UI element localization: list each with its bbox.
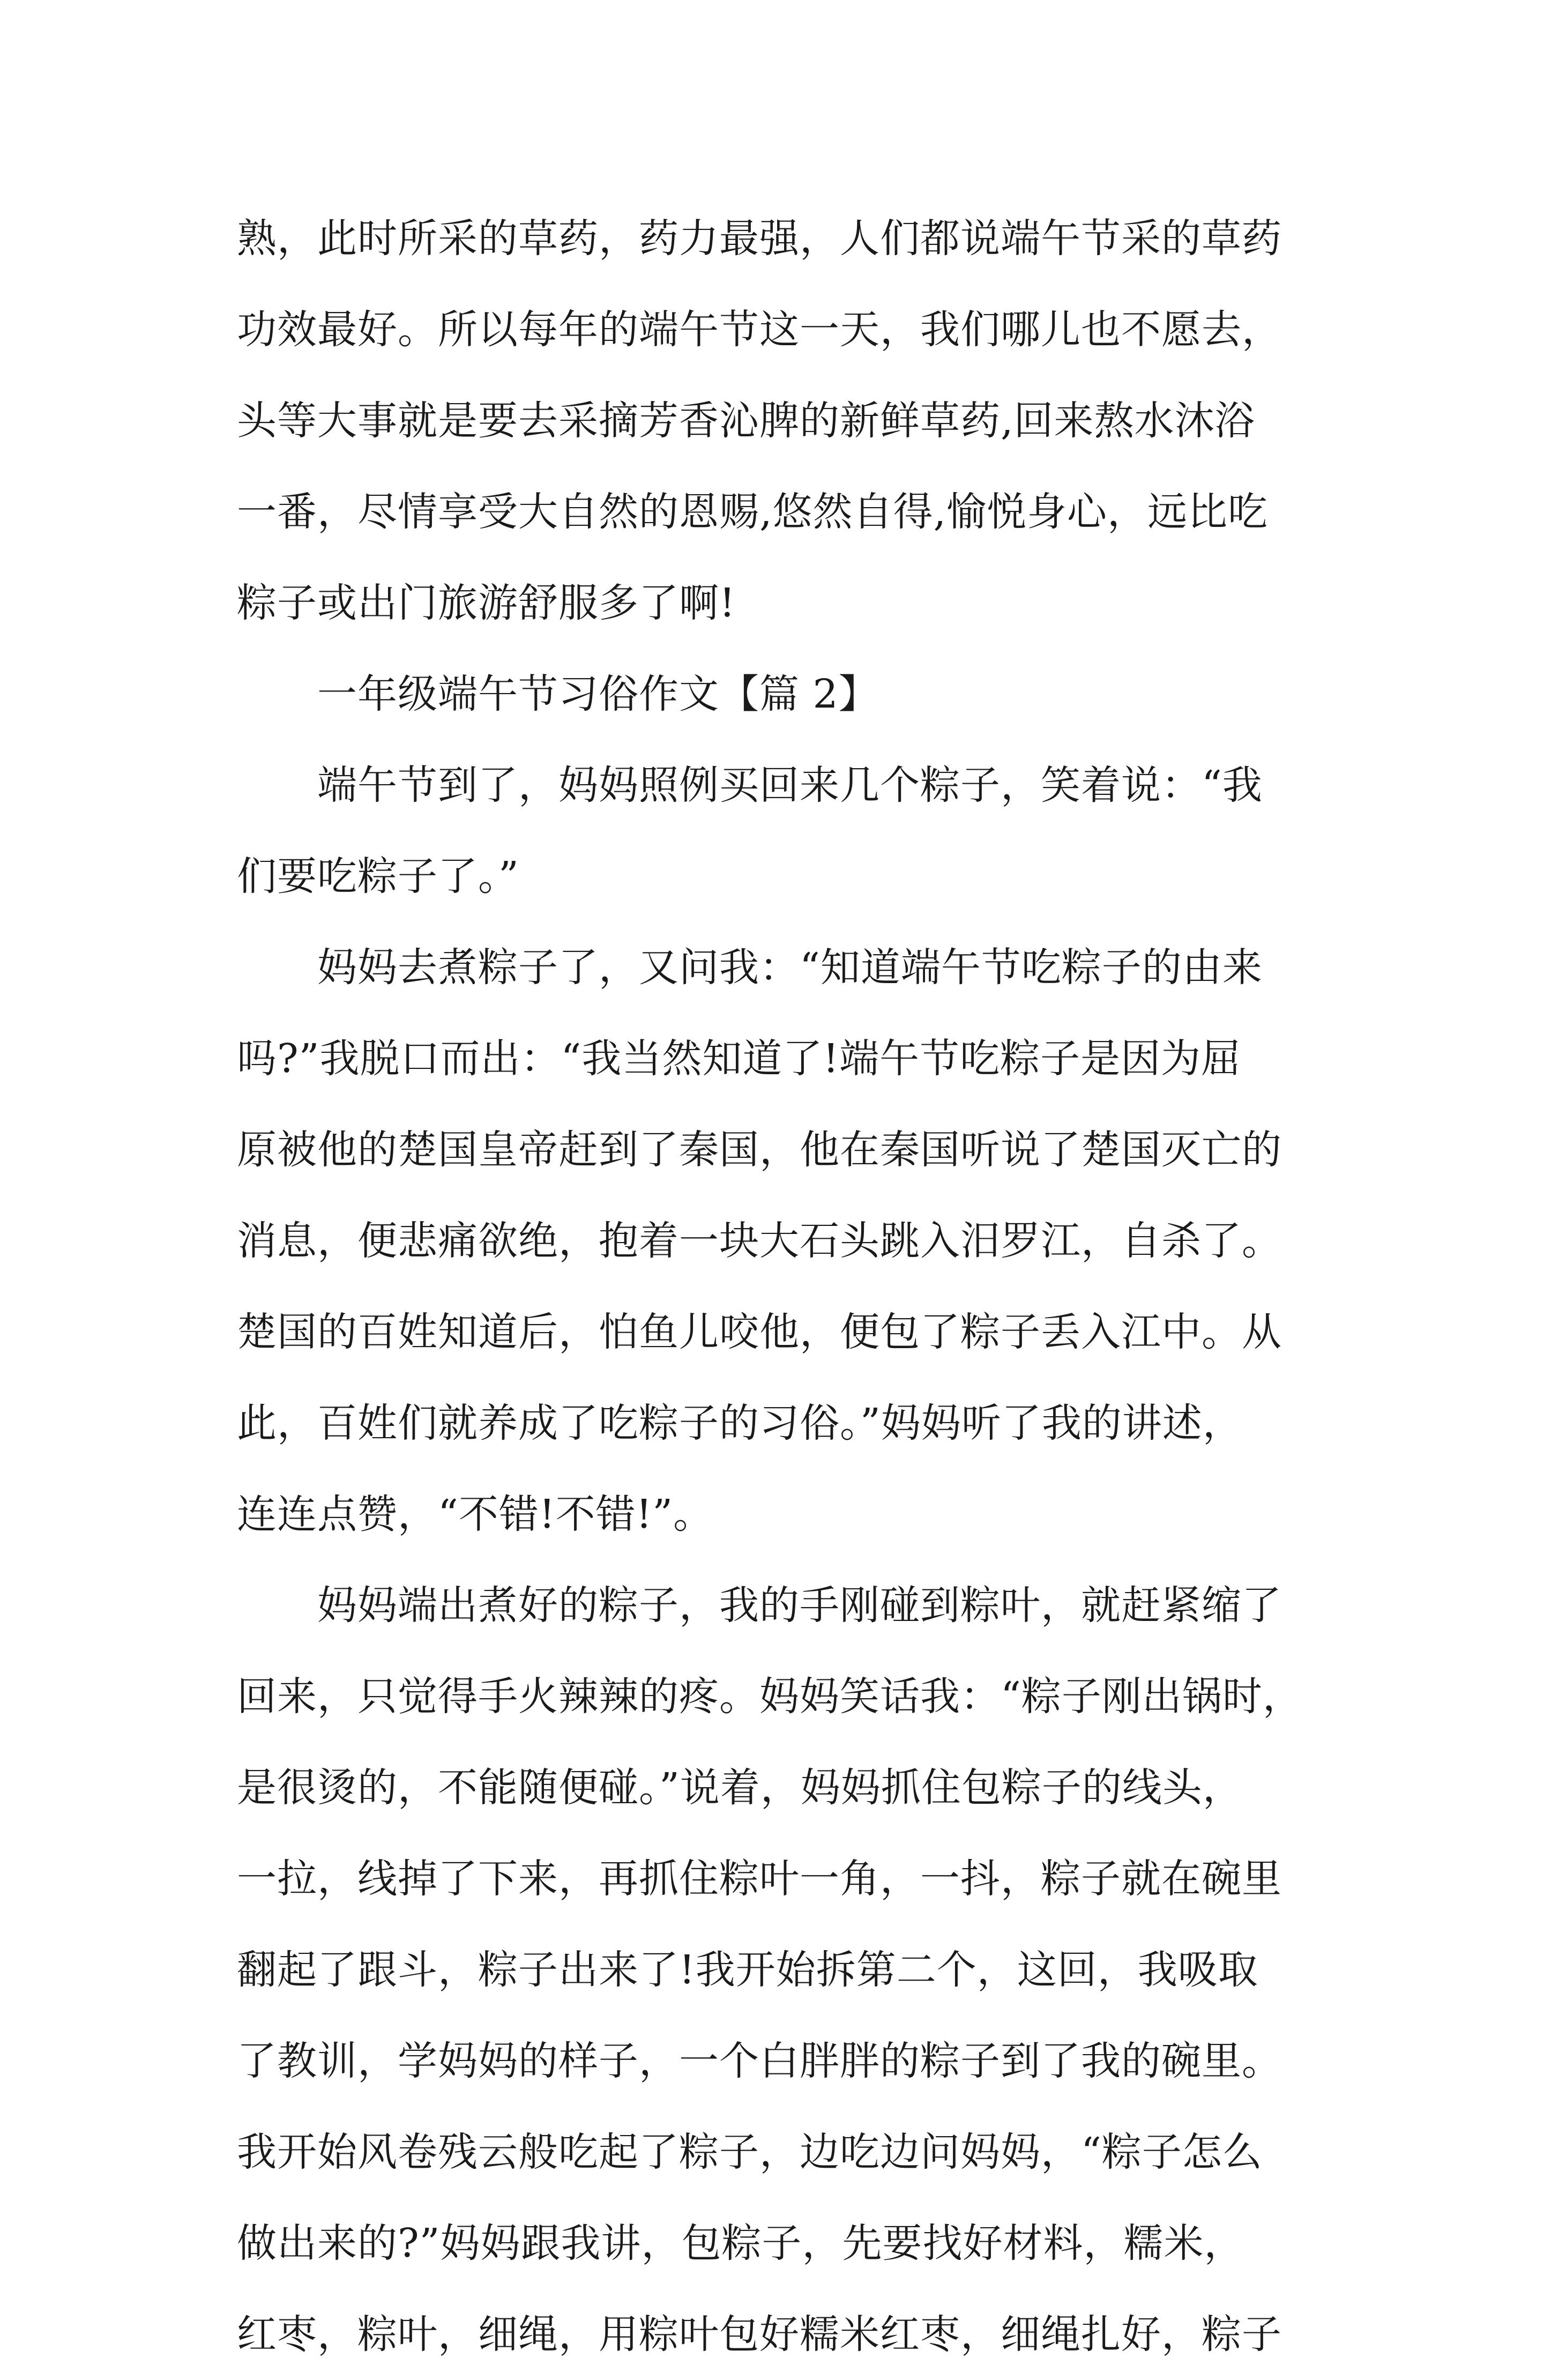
text-line: 妈妈端出煮好的粽子，我的手刚碰到粽叶，就赶紧缩了: [317, 1582, 1282, 1628]
text-line: 楚国的百姓知道后，怕鱼儿咬他，便包了粽子丢入江中。从: [237, 1309, 1282, 1355]
text-line: 粽子或出门旅游舒服多了啊!: [237, 580, 736, 626]
text-line: 此，百姓们就养成了吃粽子的习俗。”妈妈听了我的讲述，: [237, 1400, 1243, 1446]
text-line: 做出来的?”妈妈跟我讲，包粽子，先要找好材料，糯米，: [237, 2220, 1244, 2266]
text-line: 一拉，线掉了下来，再抓住粽叶一角，一抖，粽子就在碗里: [237, 1856, 1282, 1902]
text-line: 端午节到了，妈妈照例买回来几个粽子，笑着说：“我: [317, 762, 1263, 808]
text-line: 翻起了跟斗，粽子出来了!我开始拆第二个，这回，我吸取: [237, 1947, 1258, 1993]
text-line: 红枣，粽叶，细绳，用粽叶包好糯米红枣，细绳扎好，粽子: [237, 2311, 1282, 2357]
text-line: 连连点赞，“不错!不错!”。: [237, 1491, 714, 1537]
text-line: 我开始风卷残云般吃起了粽子，边吃边问妈妈，“粽子怎么: [237, 2129, 1263, 2175]
section-heading: 一年级端午节习俗作文【篇 2】: [317, 671, 879, 717]
text-line: 消息，便悲痛欲绝，抱着一块大石头跳入汨罗江，自杀了。: [237, 1218, 1282, 1264]
text-line: 原被他的楚国皇帝赶到了秦国，他在秦国听说了楚国灭亡的: [237, 1127, 1282, 1173]
text-line: 妈妈去煮粽子了，又问我：“知道端午节吃粽子的由来: [317, 944, 1263, 991]
text-line: 了教训，学妈妈的样子，一个白胖胖的粽子到了我的碗里。: [237, 2038, 1282, 2084]
text-line: 一番，尽情享受大自然的恩赐,悠然自得,愉悦身心，远比吃: [237, 489, 1269, 535]
text-line: 回来，只觉得手火辣辣的疼。妈妈笑话我：“粽子刚出锅时，: [237, 1674, 1303, 1720]
text-line: 们要吃粽子了。”: [237, 853, 519, 899]
text-line: 是很烫的，不能随便碰。”说着，妈妈抓住包粽子的线头，: [237, 1765, 1243, 1811]
text-line: 熟，此时所采的草药，药力最强，人们都说端午节采的草药: [237, 215, 1282, 262]
document-body: [237, 193, 1328, 2380]
text-line: 吗?”我脱口而出：“我当然知道了!端午节吃粽子是因为屈: [237, 1036, 1242, 1082]
text-line: 头等大事就是要去采摘芳香沁脾的新鲜草药,回来熬水沐浴: [237, 398, 1255, 444]
text-line: 功效最好。所以每年的端午节这一天，我们哪儿也不愿去，: [237, 307, 1282, 353]
